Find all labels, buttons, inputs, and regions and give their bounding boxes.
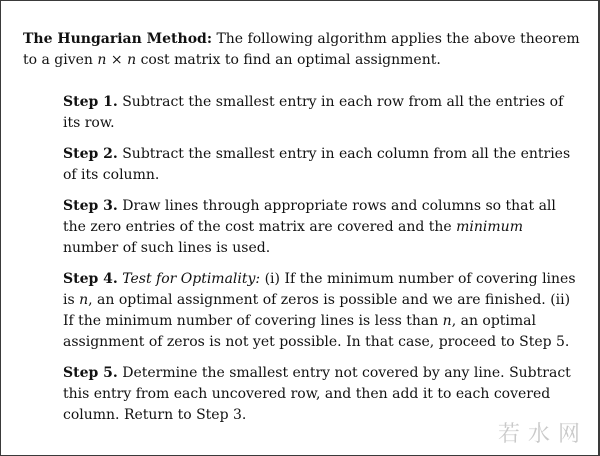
step-2	[63, 144, 581, 186]
step-5-label: Step 5.	[63, 365, 118, 381]
intro-times: ×	[110, 52, 123, 68]
step-1	[63, 92, 581, 134]
intro-paragraph	[23, 29, 583, 71]
step-3-text-1: Draw lines through appropriate rows and columns so that all the zero entries of the cost matrix are covered and the	[63, 198, 556, 235]
document-body	[23, 29, 583, 71]
intro-n-var-2: n	[127, 52, 137, 68]
step-3	[63, 196, 581, 259]
intro-n-var: n	[97, 52, 107, 68]
step-4	[63, 269, 581, 353]
intro-heading: The Hungarian Method:	[23, 31, 212, 47]
step-3-text-2: number of such lines is used.	[63, 240, 271, 256]
step-4-text-2: , an optimal assignment of zeros is possible and we are finished. (ii) If the minimum number of covering lines is less than	[63, 292, 571, 329]
watermark: 若水网	[497, 422, 588, 447]
step-3-label: Step 3.	[63, 198, 118, 214]
step-3-emphasis: minimum	[456, 219, 523, 235]
step-4-text-3: , an optimal assignment of zeros is not yet possible. In that case, proceed to Step 5.	[63, 313, 570, 350]
step-4-label: Step 4.	[63, 271, 118, 287]
step-1-label: Step 1.	[63, 94, 118, 110]
step-4-text-1: (i) If the minimum number of covering lines is	[63, 271, 576, 308]
step-1-text: Subtract the smallest entry in each row from all the entries of its row.	[63, 94, 564, 131]
step-4-n-var: n	[79, 292, 89, 308]
step-5-text: Determine the smallest entry not covered by any line. Subtract this entry from each uncovered row, and then add it to each covered column. Return to Step 3.	[63, 365, 571, 423]
step-2-label: Step 2.	[63, 146, 118, 162]
intro-text-2: cost matrix to find an optimal assignment.	[140, 52, 441, 68]
step-4-emphasis: Test for Optimality:	[122, 271, 261, 287]
intro-text-1: The following algorithm applies the above theorem to a given	[23, 31, 580, 68]
step-4-n-var-2: n	[442, 313, 452, 329]
step-2-text: Subtract the smallest entry in each column from all the entries of its column.	[63, 146, 571, 183]
